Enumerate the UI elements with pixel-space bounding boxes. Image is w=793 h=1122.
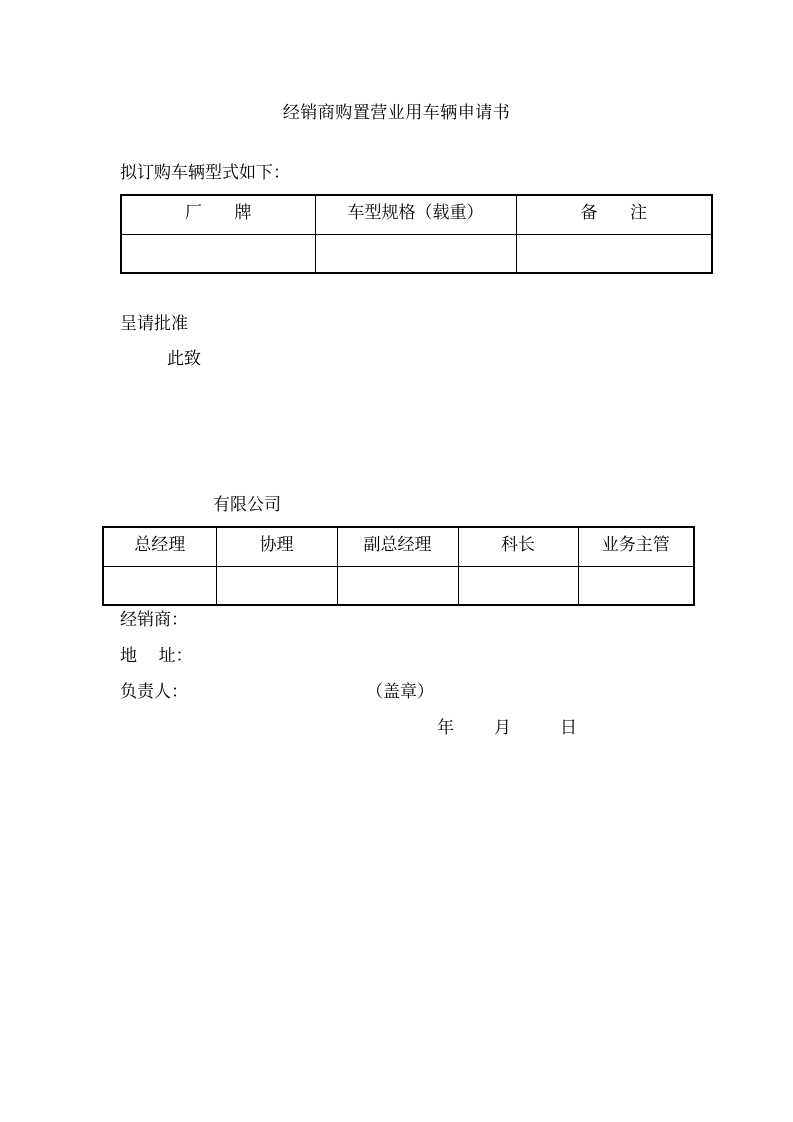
approval-table-row [103, 567, 694, 606]
header-general-manager: 总经理 [103, 527, 216, 567]
header-associate-manager: 协理 [216, 527, 337, 567]
cell-business-supervisor[interactable] [578, 567, 694, 606]
vehicle-table-header-row [121, 195, 712, 235]
intro-text: 拟订购车辆型式如下： [120, 163, 290, 183]
header-model-spec: 车型规格（载重） [315, 195, 516, 235]
header-remarks: 备 注 [516, 195, 712, 235]
dealer-label: 经销商： [120, 610, 188, 630]
document-title: 经销商购置营业用车辆申请书 [282, 103, 511, 123]
header-deputy-general-manager: 副总经理 [337, 527, 458, 567]
header-section-chief: 科长 [458, 527, 578, 567]
header-brand: 厂 牌 [121, 195, 315, 235]
cell-section-chief[interactable] [458, 567, 578, 606]
header-business-supervisor: 业务主管 [578, 527, 694, 567]
cell-general-manager[interactable] [103, 567, 216, 606]
cell-brand[interactable] [121, 235, 315, 274]
request-line: 呈请批准 [120, 314, 188, 334]
seal-label: （盖章） [366, 682, 434, 702]
cell-model-spec[interactable] [315, 235, 516, 274]
vehicle-table [120, 194, 713, 274]
approval-table [102, 526, 695, 606]
cell-associate-manager[interactable] [216, 567, 337, 606]
date-month: 月 [494, 718, 511, 738]
date-year: 年 [437, 718, 454, 738]
date-day: 日 [560, 718, 577, 738]
responsible-label: 负责人： [120, 682, 188, 702]
vehicle-table-row [121, 235, 712, 274]
address-label: 地 址： [120, 646, 193, 666]
salutation: 此致 [167, 349, 201, 369]
approval-table-header-row [103, 527, 694, 567]
cell-deputy-general-manager[interactable] [337, 567, 458, 606]
cell-remarks[interactable] [516, 235, 712, 274]
company-name: 有限公司 [213, 495, 281, 515]
